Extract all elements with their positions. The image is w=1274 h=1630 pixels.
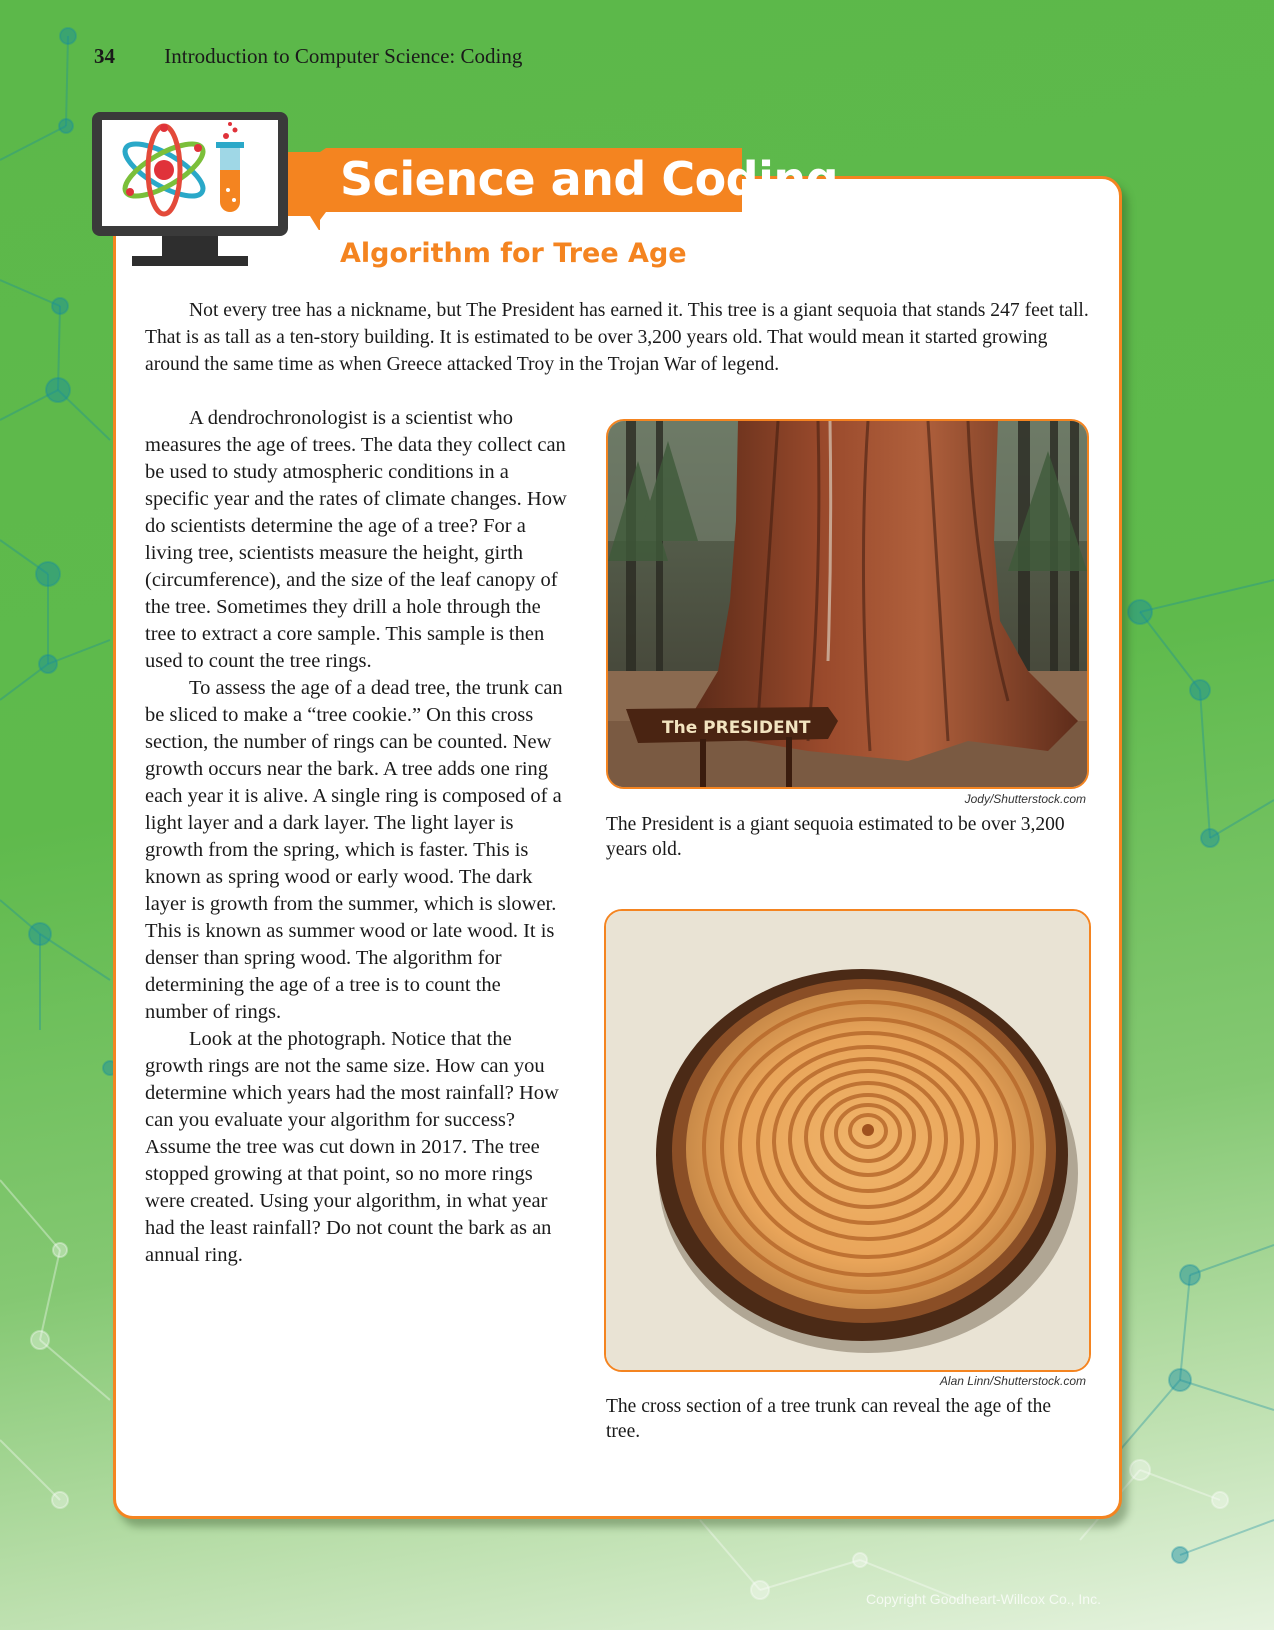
- book-title: Introduction to Computer Science: Coding: [164, 44, 523, 68]
- body-column: [145, 405, 567, 1269]
- science-monitor-icon: [90, 110, 290, 278]
- photo2-caption: The cross section of a tree trunk can reveal the age of the tree.: [606, 1396, 1052, 1442]
- paragraph-dead-tree: To assess the age of a dead tree, the trunk can be sliced to make a “tree cookie.” On this cross section, the number of rings can be counted. New growth occurs near the bark. A tree adds one ring each year it is alive. A single ring is composed of a light layer and a dark layer. The light layer is growth from the spring, which is faster. This is known as spring wood or early wood. The dark layer is growth from the summer, which is slower. This is known as summer wood or late wood. It is denser than spring wood. The algorithm for determining the age of a tree is to count the number of rings.: [145, 677, 563, 1023]
- tree-cookie-photo: [604, 909, 1091, 1372]
- paragraph-photograph-question: Look at the photograph. Notice that the growth rings are not the same size. How can you determine which years had the most rainfall? How can you evaluate your algorithm for success? Assume the tree was cut down in 2017. The tree stopped growing at that point, so no more rings were created. Using your algorithm, in what year had the least rainfall? Do not count the bark as an annual ring.: [145, 1028, 559, 1266]
- feature-subtitle: Algorithm for Tree Age: [340, 238, 687, 269]
- page-number: 34: [94, 44, 115, 68]
- copyright-notice: Copyright Goodheart-Willcox Co., Inc.: [866, 1591, 1101, 1607]
- paragraph-dendrochronologist: A dendrochronologist is a scientist who measures the age of trees. The data they collect can be used to study atmospheric conditions in a specific year and the rates of climate changes. How do scientists determine the age of a tree? For a living tree, scientists measure the height, girth (circumference), and the size of the leaf canopy of the tree. Sometimes they drill a hole through the tree to extract a core sample. This sample is then used to count the tree rings.: [145, 407, 567, 672]
- photo1-caption: The President is a giant sequoia estimated to be over 3,200 years old.: [606, 814, 1065, 860]
- photo1-credit: Jody/Shutterstock.com: [964, 792, 1086, 806]
- feature-title: Science and Coding: [340, 152, 839, 206]
- running-header: [94, 44, 522, 69]
- intro-paragraph: Not every tree has a nickname, but The President has earned it. This tree is a giant sequoia that stands 247 feet tall. That is as tall as a ten-story building. It is estimated to be over 3,200 years old. That would mean it started growing around the same time as when Greece attacked Troy in the Trojan War of legend.: [145, 300, 1089, 375]
- photo2-credit: Alan Linn/Shutterstock.com: [939, 1374, 1086, 1388]
- sign-text: The PRESIDENT: [662, 718, 811, 738]
- president-sequoia-photo: [606, 419, 1089, 789]
